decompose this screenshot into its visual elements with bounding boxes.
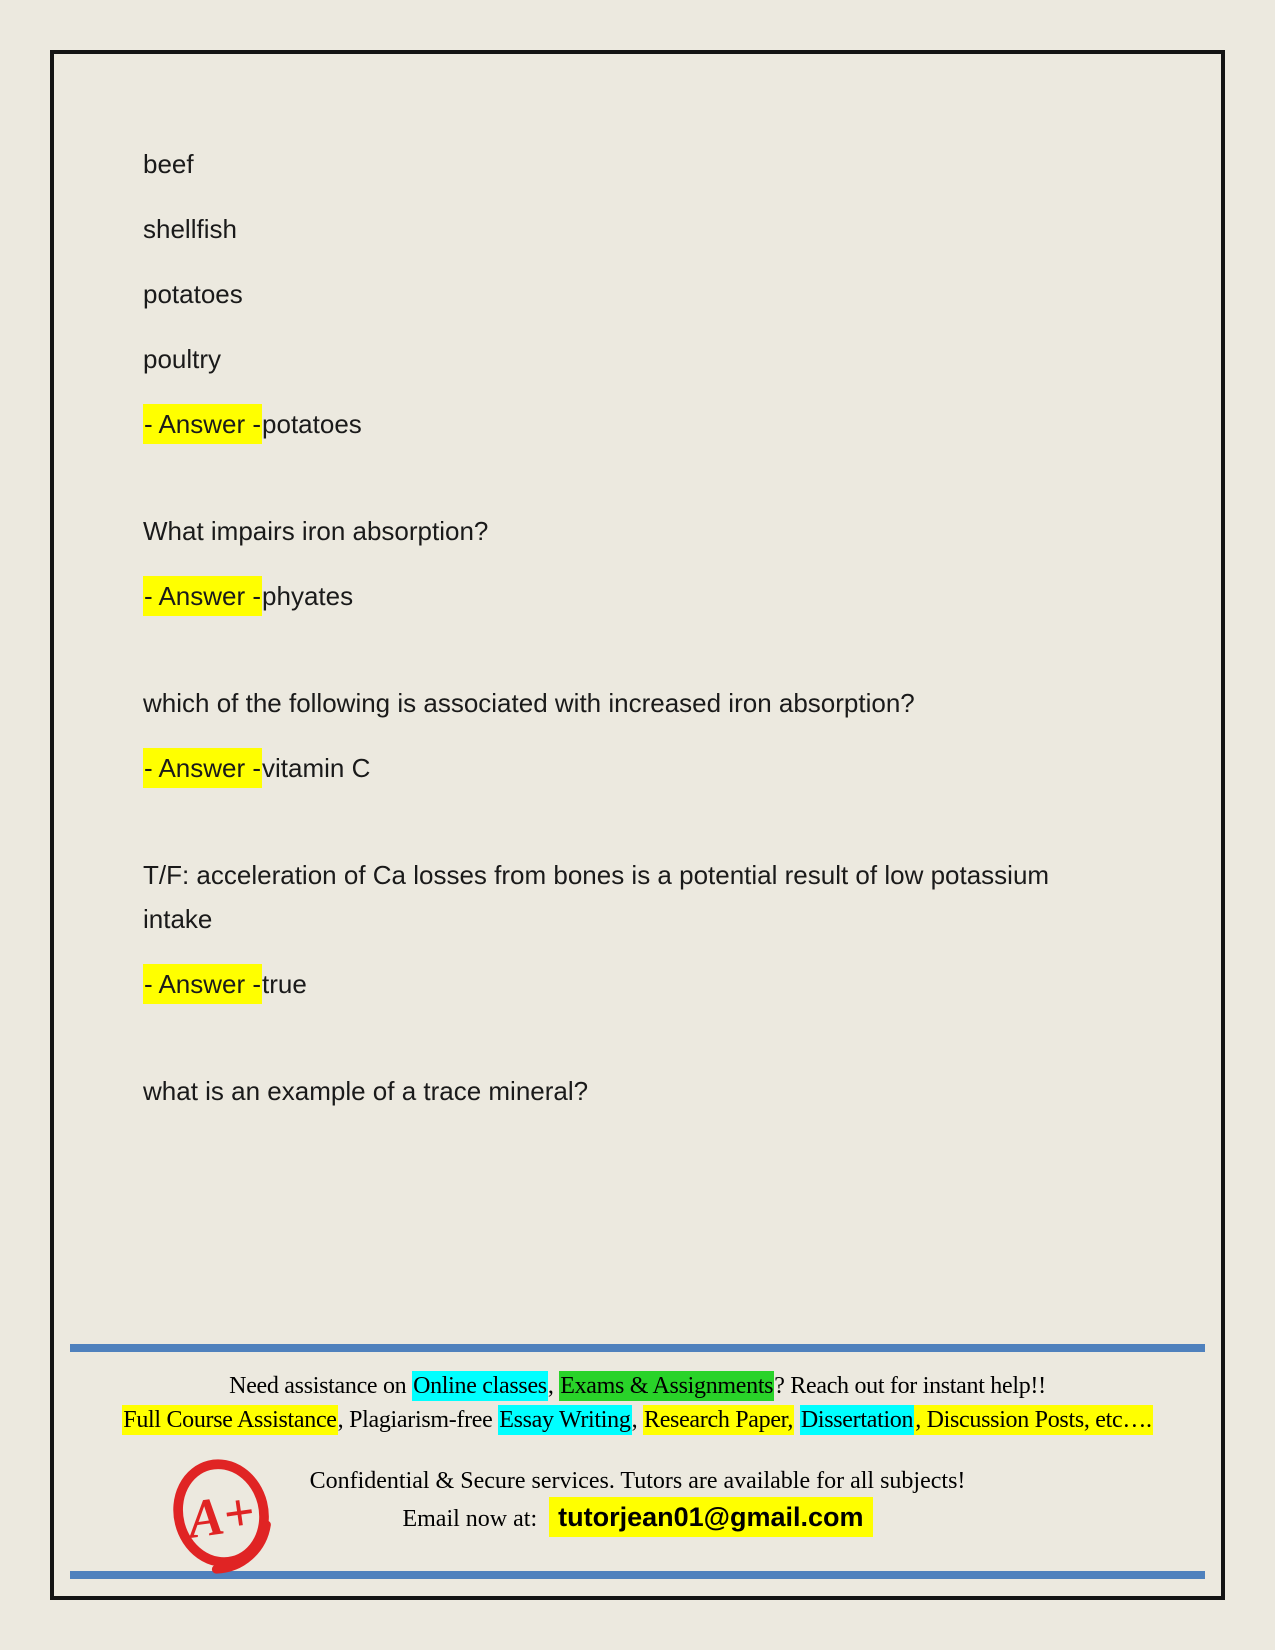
ad-line-2: [62, 1404, 1213, 1436]
email-address: tutorjean01@gmail.com: [549, 1497, 872, 1537]
online-classes-highlight: Online classes: [413, 1373, 547, 1399]
answer-line: [143, 402, 1181, 446]
answer-label-highlight: - Answer -: [143, 576, 262, 616]
ad-text: Need assistance on: [229, 1373, 413, 1399]
email-label: Email now at:: [402, 1506, 538, 1532]
answer-text: vitamin C: [262, 753, 371, 783]
answer-text: phyates: [262, 581, 354, 611]
ad-text: [794, 1407, 800, 1433]
ad-line-1: [62, 1370, 1213, 1402]
essay-writing-highlight: Essay Writing: [499, 1407, 631, 1433]
research-paper-highlight: Research Paper,: [643, 1407, 794, 1433]
ad-text: ,: [547, 1373, 560, 1399]
answer-line: [143, 962, 1181, 1006]
answer-line: [143, 574, 1181, 618]
exams-assignments-highlight: Exams & Assignments: [560, 1373, 774, 1399]
question-text: which of the following is associated with increased iron absorption?: [143, 688, 915, 718]
a-plus-logo-icon: [165, 1459, 281, 1577]
option-item: shellfish: [143, 214, 237, 244]
answer-label-highlight: - Answer -: [143, 748, 262, 788]
answer-line: [143, 746, 1181, 790]
top-divider: [70, 1344, 1205, 1352]
answer-label-highlight: - Answer -: [143, 964, 262, 1004]
option-item: poultry: [143, 344, 222, 374]
question-text: T/F: acceleration of Ca losses from bones is a potential result of low potassium intake: [143, 860, 1050, 934]
full-course-highlight: Full Course Assistance: [123, 1407, 337, 1433]
answer-label-highlight: - Answer -: [143, 404, 262, 444]
answer-text: true: [262, 969, 307, 999]
discussion-posts-highlight: , Discussion Posts, etc….: [915, 1407, 1152, 1433]
confidential-text: Confidential & Secure services. Tutors are available for all subjects!: [309, 1468, 966, 1494]
page-border: [50, 50, 1225, 1600]
question-text: What impairs iron absorption?: [143, 516, 489, 546]
ad-text: ,: [631, 1407, 643, 1433]
answer-text: potatoes: [262, 409, 362, 439]
ad-text: , Plagiarism-free: [337, 1407, 499, 1433]
option-item: beef: [143, 149, 194, 179]
question-text: what is an example of a trace mineral?: [143, 1076, 589, 1106]
option-item: potatoes: [143, 279, 243, 309]
qa-content: [143, 142, 1181, 1134]
logo-text: A+: [183, 1481, 259, 1550]
dissertation-highlight: Dissertation: [800, 1407, 914, 1433]
spacer: [537, 1506, 549, 1532]
ad-text: ? Reach out for instant help!!: [774, 1373, 1046, 1399]
footer-ad: [54, 1344, 1221, 1596]
